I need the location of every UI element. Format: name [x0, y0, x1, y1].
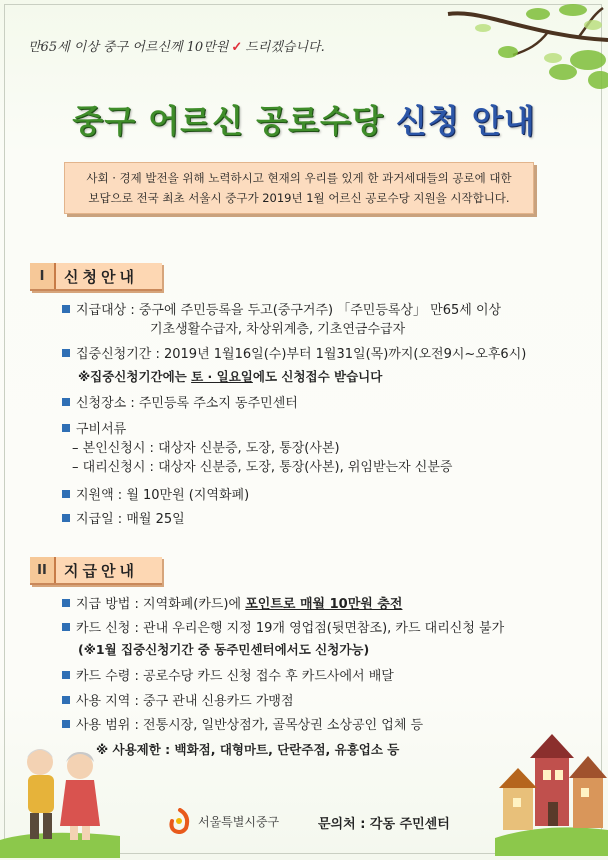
item-docs-text: 구비서류	[76, 422, 127, 437]
item-target	[62, 302, 501, 320]
item-card-text: 카드 신청 : 관내 우리은행 지정 19개 영업점(뒷면참조), 카드 대리신청 불가	[76, 621, 505, 636]
item-scope-text: 사용 범위 : 전통시장, 일반상점가, 골목상권 소상공인 업체 등	[76, 718, 424, 733]
section-1-title: 신청안내	[64, 267, 138, 286]
intro-line-1: 사회 · 경제 발전을 위해 노력하시고 현재의 우리를 있게 한 과거세대들의 공로에 대한	[86, 171, 512, 185]
item-area-text: 사용 지역 : 중구 관내 신용카드 가맹점	[76, 694, 294, 709]
period-note-c: 에도 신청접수 받습니다	[252, 369, 383, 384]
item-amount	[62, 487, 249, 505]
section-2-title: 지급안내	[64, 561, 138, 580]
bullet-square-icon	[62, 696, 70, 704]
org-logo	[168, 808, 279, 834]
jung-gu-logo-icon	[168, 808, 192, 834]
bullet-square-icon	[62, 349, 70, 357]
item-method-highlight: 포인트로 매월 10만원 충전	[245, 597, 403, 612]
item-payday-text: 지급일 : 매월 25일	[76, 512, 185, 527]
contact-info: 문의처 : 각동 주민센터	[318, 817, 450, 832]
period-note-b: 토 · 일요일	[191, 369, 253, 384]
docs-self: – 본인신청시 : 대상자 신분증, 도장, 통장(사본)	[72, 441, 340, 456]
elderly-couple-illustration	[0, 740, 120, 858]
bullet-square-icon	[62, 305, 70, 313]
card-note: (※1월 집중신청기간 중 동주민센터에서도 신청가능)	[78, 642, 370, 657]
item-scope	[62, 717, 423, 735]
bullet-square-icon	[62, 623, 70, 631]
title-main: 중구 어르신 공로수당	[72, 102, 384, 140]
tree-branch-decoration	[388, 0, 608, 95]
section-2-number: II	[30, 557, 56, 583]
item-card	[62, 620, 504, 638]
item-method	[62, 596, 402, 614]
bullet-square-icon	[62, 490, 70, 498]
docs-proxy: – 대리신청시 : 대상자 신분증, 도장, 통장(사본), 위임받는자 신분증	[72, 460, 453, 475]
item-target-cont: 기초생활수급자, 차상위계층, 기초연금수급자	[150, 322, 406, 337]
org-name: 서울특별시중구	[198, 814, 280, 829]
bullet-square-icon	[62, 599, 70, 607]
section-1-number: I	[30, 263, 56, 289]
title-highlight: 신청 안내	[395, 102, 536, 140]
intro-box	[64, 162, 534, 214]
tagline-text: 만65세 이상 중구 어르신께 10만원	[28, 40, 229, 55]
tagline	[28, 36, 325, 55]
houses-illustration	[495, 726, 608, 856]
period-note	[78, 367, 382, 385]
tagline-end: 드리겠습니다.	[245, 40, 325, 55]
item-receive-text: 카드 수령 : 공로수당 카드 신청 접수 후 카드사에서 배달	[76, 669, 394, 684]
item-target-text: 지급대상 : 중구에 주민등록을 두고(중구거주) 「주민등록상」 만65세 이상	[76, 303, 502, 318]
heart-check-icon: ✓	[231, 40, 243, 55]
item-place-text: 신청장소 : 주민등록 주소지 동주민센터	[76, 396, 298, 411]
restrict-note: ※ 사용제한 : 백화점, 대형마트, 단란주점, 유흥업소 등	[96, 742, 400, 757]
bullet-square-icon	[62, 671, 70, 679]
item-area	[62, 693, 294, 711]
item-amount-text: 지원액 : 월 10만원 (지역화폐)	[76, 488, 250, 503]
item-docs	[62, 421, 126, 439]
item-period-text: 집중신청기간 : 2019년 1월16일(수)부터 1월31일(목)까지(오전9시~오후6시)	[76, 347, 527, 362]
intro-line-2: 보답으로 전국 최초 서울시 중구가 2019년 1월 어르신 공로수당 지원을 시작합니다.	[88, 191, 510, 205]
bullet-square-icon	[62, 424, 70, 432]
bullet-square-icon	[62, 398, 70, 406]
item-place	[62, 395, 298, 413]
item-receive	[62, 668, 394, 686]
page-title	[0, 96, 608, 142]
item-period	[62, 346, 526, 364]
item-method-text: 지급 방법 : 지역화폐(카드)에	[76, 597, 246, 612]
bullet-square-icon	[62, 514, 70, 522]
period-note-a: ※집중신청기간에는	[78, 369, 192, 384]
item-payday	[62, 511, 185, 529]
bullet-square-icon	[62, 720, 70, 728]
section-2-header	[30, 557, 162, 585]
section-1-header	[30, 263, 162, 291]
